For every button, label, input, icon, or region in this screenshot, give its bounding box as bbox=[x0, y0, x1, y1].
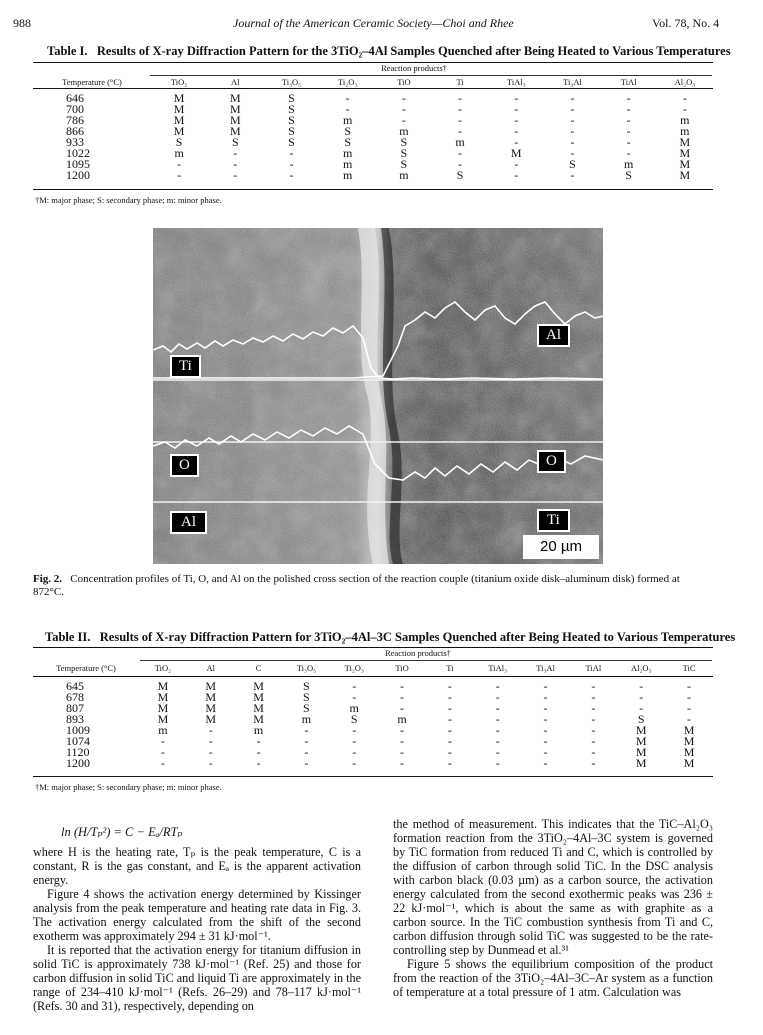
column-header: C bbox=[255, 663, 262, 673]
phase-cell: - bbox=[514, 124, 519, 138]
phase-cell: - bbox=[208, 734, 213, 748]
temperature-cell: 933 bbox=[66, 135, 84, 149]
phase-cell: - bbox=[447, 723, 452, 737]
phase-cell: - bbox=[400, 690, 405, 704]
phase-cell: M bbox=[157, 712, 169, 726]
phase-cell: - bbox=[570, 113, 575, 127]
table2-header-rule bbox=[33, 676, 713, 677]
column-header: TiO bbox=[395, 663, 409, 673]
temperature-cell: 786 bbox=[66, 113, 84, 127]
ti-label-left: Ti bbox=[170, 355, 201, 378]
phase-cell: - bbox=[447, 712, 452, 726]
phase-cell: - bbox=[626, 102, 631, 116]
phase-cell: - bbox=[639, 679, 644, 693]
table1-footnote: †M: major phase; S: secondary phase; m: minor phase. bbox=[35, 195, 222, 205]
column-header: TiC bbox=[682, 663, 696, 673]
phase-cell: - bbox=[458, 113, 463, 127]
phase-cell: - bbox=[345, 102, 350, 116]
phase-cell: - bbox=[401, 91, 406, 105]
phase-cell: - bbox=[233, 168, 238, 182]
phase-cell: M bbox=[173, 91, 185, 105]
column-header: Al bbox=[206, 663, 215, 673]
phase-cell: - bbox=[495, 745, 500, 759]
phase-cell: S bbox=[569, 157, 576, 171]
phase-cell: M bbox=[635, 756, 647, 770]
phase-cell: M bbox=[173, 102, 185, 116]
phase-cell: - bbox=[289, 168, 294, 182]
phase-cell: - bbox=[543, 690, 548, 704]
phase-cell: - bbox=[514, 135, 519, 149]
phase-cell: - bbox=[591, 734, 596, 748]
o-label-left: O bbox=[170, 454, 199, 477]
table-row bbox=[33, 681, 713, 692]
phase-cell: - bbox=[401, 102, 406, 116]
phase-cell: - bbox=[591, 756, 596, 770]
phase-cell: - bbox=[400, 745, 405, 759]
kissinger-equation: ln (H/Tₚ²) = C − Eₐ/RTₚ bbox=[61, 825, 183, 839]
phase-cell: - bbox=[304, 756, 309, 770]
temperature-cell: 1009 bbox=[66, 723, 90, 737]
table-row bbox=[33, 104, 713, 115]
phase-cell: - bbox=[495, 734, 500, 748]
phase-cell: - bbox=[447, 679, 452, 693]
phase-cell: - bbox=[495, 679, 500, 693]
micrograph-image bbox=[153, 228, 603, 564]
phase-cell: m bbox=[253, 723, 264, 737]
column-header: Ti₃O₅ bbox=[281, 77, 302, 87]
right-paragraph: Figure 5 shows the equilibrium composition of the product from the reaction of the 3TiO₂–4Al–3C–Ar system as a function of temperature at a total pressure of 1 atm. Calculation was bbox=[393, 957, 713, 999]
phase-cell: M bbox=[229, 91, 241, 105]
phase-cell: S bbox=[288, 113, 295, 127]
phase-cell: M bbox=[635, 745, 647, 759]
phase-cell: - bbox=[160, 745, 165, 759]
table2-bottom-rule bbox=[33, 776, 713, 777]
phase-cell: M bbox=[205, 712, 217, 726]
phase-cell: S bbox=[303, 701, 310, 715]
column-header: TiAl bbox=[620, 77, 637, 87]
column-header: Al₂O₃ bbox=[630, 663, 652, 673]
table-row bbox=[33, 93, 713, 104]
table1-top-rule bbox=[33, 62, 713, 63]
phase-cell: m bbox=[343, 157, 353, 171]
phase-cell: S bbox=[288, 135, 295, 149]
table-row bbox=[33, 126, 713, 137]
phase-cell: - bbox=[233, 157, 238, 171]
phase-cell: m bbox=[301, 712, 312, 726]
phase-cell: S bbox=[400, 157, 408, 171]
phase-cell: - bbox=[570, 146, 575, 160]
volume-issue: Vol. 78, No. 4 bbox=[652, 16, 720, 30]
phase-cell: - bbox=[304, 745, 309, 759]
phase-cell: m bbox=[455, 135, 465, 149]
phase-cell: - bbox=[160, 734, 165, 748]
column-header: Ti₂O₃ bbox=[338, 77, 358, 87]
ti-label-right: Ti bbox=[537, 509, 570, 532]
phase-cell: - bbox=[682, 91, 687, 105]
column-header: Ti₂O₃ bbox=[344, 663, 364, 673]
phase-cell: M bbox=[253, 690, 264, 704]
temperature-cell: 1022 bbox=[66, 146, 90, 160]
column-header: Ti bbox=[446, 663, 454, 673]
phase-cell: - bbox=[591, 679, 596, 693]
phase-cell: m bbox=[343, 168, 353, 182]
phase-cell: - bbox=[626, 91, 631, 105]
phase-cell: - bbox=[352, 690, 357, 704]
phase-cell: - bbox=[543, 723, 548, 737]
temperature-cell: 866 bbox=[66, 124, 84, 138]
table1-label: Table I. bbox=[47, 44, 88, 58]
phase-cell: M bbox=[205, 690, 217, 704]
temperature-cell: 646 bbox=[66, 91, 84, 105]
phase-cell: M bbox=[679, 135, 691, 149]
phase-cell: - bbox=[570, 135, 575, 149]
right-paragraph: the method of measurement. This indicates that the TiC–Al₂O₃ formation reaction from the 3TiO₂–4Al–3C system is governed by TiC formation from reduced Ti and C, which is controlled by the diffusion of carbon through solid TiC. In the DSC analysis with carbon black (0.03 µm) as a carbon source, the activation energy calculated from the second exothermic peaks was 236 ± 22 kJ·mol⁻¹, which is about the same as with graphite as a carbon source. In the TiC combustion synthesis from Ti and C, carbon diffusion through solid TiC was suggested to be the rate-controlling step by Dunmead et al.³¹ bbox=[393, 817, 713, 957]
phase-cell: S bbox=[288, 91, 295, 105]
running-head: Journal of the American Ceramic Society—Choi and Rhee bbox=[233, 16, 514, 30]
phase-cell: M bbox=[679, 168, 691, 182]
table-row bbox=[33, 115, 713, 126]
phase-cell: - bbox=[570, 168, 575, 182]
column-header: TiO₂ bbox=[154, 663, 172, 673]
table2-title-text: Results of X-ray Diffraction Pattern for 3TiO₂–4Al–3C Samples Quenched after Being Heated to Various Temperatures bbox=[99, 630, 736, 644]
table1-title-text: Results of X-ray Diffraction Pattern for the 3TiO₂–4Al Samples Quenched after Being Heated to Various Temperatures bbox=[96, 44, 731, 58]
temperature-cell: 700 bbox=[66, 102, 84, 116]
phase-cell: - bbox=[495, 712, 500, 726]
phase-cell: - bbox=[447, 734, 452, 748]
phase-cell: - bbox=[160, 756, 165, 770]
phase-cell: - bbox=[289, 157, 294, 171]
phase-cell: M bbox=[157, 690, 169, 704]
phase-cell: - bbox=[570, 91, 575, 105]
phase-cell: - bbox=[591, 701, 596, 715]
phase-cell: S bbox=[344, 135, 352, 149]
phase-cell: - bbox=[352, 723, 357, 737]
phase-cell: - bbox=[400, 756, 405, 770]
phase-cell: - bbox=[495, 690, 500, 704]
temperature-cell: 678 bbox=[66, 690, 84, 704]
phase-cell: - bbox=[304, 723, 309, 737]
temperature-cell: 1200 bbox=[66, 168, 90, 182]
column-header: Ti₃O₅ bbox=[296, 663, 317, 673]
table-row bbox=[33, 758, 713, 769]
table-row bbox=[33, 747, 713, 758]
phase-cell: - bbox=[304, 734, 309, 748]
figure2-caption-label: Fig. 2. bbox=[33, 573, 63, 585]
phase-cell: M bbox=[173, 124, 185, 138]
o-label-right: O bbox=[537, 450, 566, 473]
phase-cell: S bbox=[456, 168, 464, 182]
table-row bbox=[33, 703, 713, 714]
phase-cell: S bbox=[288, 102, 295, 116]
temperature-cell: 1074 bbox=[66, 734, 90, 748]
phase-cell: - bbox=[543, 734, 548, 748]
phase-cell: - bbox=[514, 91, 519, 105]
phase-cell: - bbox=[591, 745, 596, 759]
phase-cell: - bbox=[514, 113, 519, 127]
phase-cell: S bbox=[344, 124, 352, 138]
left-text-column bbox=[33, 845, 361, 1013]
phase-cell: M bbox=[635, 734, 647, 748]
table2-top-rule bbox=[33, 647, 713, 648]
phase-cell: M bbox=[635, 723, 647, 737]
phase-cell: - bbox=[626, 124, 631, 138]
table-row bbox=[33, 725, 713, 736]
phase-cell: - bbox=[177, 157, 182, 171]
page-number: 988 bbox=[13, 16, 31, 30]
phase-cell: m bbox=[349, 701, 359, 715]
phase-cell: - bbox=[514, 168, 519, 182]
phase-cell: - bbox=[682, 102, 687, 116]
phase-cell: - bbox=[400, 679, 405, 693]
phase-cell: - bbox=[401, 113, 406, 127]
phase-cell: m bbox=[343, 113, 353, 127]
column-header: Ti₃Al bbox=[536, 663, 555, 673]
phase-cell: - bbox=[352, 745, 357, 759]
phase-cell: - bbox=[256, 745, 261, 759]
phase-cell: - bbox=[514, 157, 519, 171]
phase-cell: - bbox=[543, 701, 548, 715]
phase-cell: - bbox=[687, 679, 692, 693]
phase-cell: S bbox=[400, 146, 408, 160]
phase-cell: M bbox=[683, 756, 695, 770]
column-header: TiO bbox=[397, 77, 411, 87]
column-header: Ti₃Al bbox=[563, 77, 582, 87]
table-row bbox=[33, 736, 713, 747]
temperature-cell: 807 bbox=[66, 701, 84, 715]
phase-cell: - bbox=[570, 102, 575, 116]
al-label-right: Al bbox=[537, 324, 570, 347]
table2-footnote: †M: major phase; S: secondary phase; m: minor phase. bbox=[35, 782, 222, 792]
phase-cell: - bbox=[352, 734, 357, 748]
left-paragraph: Figure 4 shows the activation energy determined by Kissinger analysis from the peak temperature and heating rate data in Fig. 3. The activation energy calculated from the shift of the second exotherm was approximately 294 ± 31 kJ·mol⁻¹. bbox=[33, 887, 361, 943]
phase-cell: M bbox=[229, 124, 241, 138]
table2-body bbox=[33, 681, 713, 769]
scale-bar: 20 µm bbox=[523, 535, 599, 559]
phase-cell: M bbox=[253, 712, 264, 726]
figure2-caption bbox=[33, 573, 713, 599]
phase-cell: - bbox=[400, 701, 405, 715]
phase-cell: - bbox=[345, 91, 350, 105]
phase-cell: - bbox=[289, 146, 294, 160]
phase-cell: S bbox=[637, 712, 645, 726]
column-header: TiAl₃ bbox=[488, 663, 508, 673]
phase-cell: M bbox=[173, 113, 185, 127]
phase-cell: M bbox=[205, 679, 217, 693]
phase-cell: - bbox=[177, 168, 182, 182]
phase-cell: - bbox=[256, 734, 261, 748]
column-header: Al bbox=[231, 77, 240, 87]
phase-cell: m bbox=[343, 146, 353, 160]
phase-cell: m bbox=[158, 723, 168, 737]
phase-cell: - bbox=[400, 734, 405, 748]
phase-cell: M bbox=[683, 734, 695, 748]
phase-cell: - bbox=[626, 113, 631, 127]
phase-cell: M bbox=[683, 745, 695, 759]
right-text-column bbox=[393, 817, 713, 999]
phase-cell: - bbox=[400, 723, 405, 737]
table1-header-rule bbox=[33, 88, 713, 89]
phase-cell: - bbox=[208, 756, 213, 770]
phase-cell: S bbox=[231, 135, 239, 149]
phase-cell: - bbox=[208, 745, 213, 759]
phase-cell: M bbox=[157, 679, 169, 693]
phase-cell: m bbox=[680, 113, 690, 127]
phase-cell: S bbox=[400, 135, 408, 149]
phase-cell: - bbox=[447, 690, 452, 704]
phase-cell: - bbox=[543, 756, 548, 770]
phase-cell: M bbox=[157, 701, 169, 715]
phase-cell: M bbox=[253, 679, 264, 693]
table2-title bbox=[45, 630, 735, 645]
temperature-cell: 1095 bbox=[66, 157, 90, 171]
column-header: Temperature (°C) bbox=[62, 77, 122, 87]
column-header: Temperature (°C) bbox=[56, 663, 116, 673]
phase-cell: m bbox=[680, 124, 690, 138]
table-row bbox=[33, 159, 713, 170]
phase-cell: S bbox=[288, 124, 295, 138]
phase-cell: - bbox=[591, 690, 596, 704]
table-row bbox=[33, 170, 713, 181]
temperature-cell: 1200 bbox=[66, 756, 90, 770]
phase-cell: - bbox=[626, 135, 631, 149]
phase-cell: m bbox=[397, 712, 407, 726]
phase-cell: S bbox=[303, 679, 310, 693]
table2-label: Table II. bbox=[45, 630, 91, 644]
phase-cell: M bbox=[229, 102, 241, 116]
table1-group-header: Reaction products† bbox=[381, 63, 447, 73]
column-header: Ti bbox=[456, 77, 464, 87]
phase-cell: - bbox=[352, 756, 357, 770]
figure2-caption-text: Concentration profiles of Ti, O, and Al on the polished cross section of the reaction couple (titanium oxide disk–aluminum disk) formed at 872°C. bbox=[33, 573, 680, 598]
phase-cell: M bbox=[679, 157, 691, 171]
column-header: TiAl bbox=[585, 663, 602, 673]
phase-cell: - bbox=[591, 723, 596, 737]
table1-group-rule bbox=[150, 75, 712, 76]
phase-cell: - bbox=[687, 690, 692, 704]
phase-cell: M bbox=[510, 146, 522, 160]
phase-cell: - bbox=[458, 157, 463, 171]
phase-cell: - bbox=[514, 102, 519, 116]
phase-cell: - bbox=[543, 745, 548, 759]
phase-cell: - bbox=[208, 723, 213, 737]
phase-cell: m bbox=[174, 146, 184, 160]
phase-cell: S bbox=[175, 135, 183, 149]
phase-cell: m bbox=[399, 168, 409, 182]
phase-cell: - bbox=[543, 679, 548, 693]
phase-cell: - bbox=[626, 146, 631, 160]
phase-cell: - bbox=[458, 102, 463, 116]
column-header: TiAl₃ bbox=[506, 77, 526, 87]
table-row bbox=[33, 148, 713, 159]
phase-cell: - bbox=[591, 712, 596, 726]
table1-bottom-rule bbox=[33, 189, 713, 190]
phase-cell: M bbox=[683, 723, 695, 737]
column-header: Al₂O₃ bbox=[674, 77, 696, 87]
phase-cell: m bbox=[399, 124, 409, 138]
phase-cell: - bbox=[543, 712, 548, 726]
phase-cell: - bbox=[687, 712, 692, 726]
phase-cell: - bbox=[639, 690, 644, 704]
table-row bbox=[33, 692, 713, 703]
phase-cell: S bbox=[625, 168, 632, 182]
al-label-left: Al bbox=[170, 511, 207, 534]
phase-cell: m bbox=[623, 157, 634, 171]
phase-cell: M bbox=[679, 146, 691, 160]
phase-cell: - bbox=[570, 124, 575, 138]
phase-cell: - bbox=[447, 745, 452, 759]
temperature-cell: 645 bbox=[66, 679, 84, 693]
table-row bbox=[33, 714, 713, 725]
left-paragraph: It is reported that the activation energy for titanium diffusion in solid TiC is approximately 738 kJ·mol⁻¹ (Ref. 25) and those for carbon diffusion in solid TiC and liquid Ti are approximately in the range of 234–410 kJ·mol⁻¹ (Refs. 26–29) and 78–117 kJ·mol⁻¹ (Refs. 30 and 31), respectively, depending on bbox=[33, 943, 361, 1013]
phase-cell: - bbox=[495, 723, 500, 737]
left-paragraph: where H is the heating rate, Tₚ is the peak temperature, C is a constant, R is the gas constant, and Eₐ is the apparent activation energy. bbox=[33, 845, 361, 887]
phase-cell: M bbox=[253, 701, 264, 715]
table-row bbox=[33, 137, 713, 148]
phase-cell: - bbox=[458, 91, 463, 105]
phase-cell: - bbox=[495, 756, 500, 770]
phase-cell: - bbox=[447, 701, 452, 715]
phase-cell: - bbox=[458, 124, 463, 138]
temperature-cell: 893 bbox=[66, 712, 84, 726]
phase-cell: M bbox=[205, 701, 217, 715]
phase-cell: - bbox=[495, 701, 500, 715]
temperature-cell: 1120 bbox=[66, 745, 90, 759]
phase-cell: - bbox=[352, 679, 357, 693]
table1-body bbox=[33, 93, 713, 181]
phase-cell: M bbox=[229, 113, 241, 127]
phase-cell: - bbox=[687, 701, 692, 715]
phase-cell: - bbox=[458, 146, 463, 160]
table1-title bbox=[47, 44, 731, 59]
phase-cell: - bbox=[233, 146, 238, 160]
table2-group-header: Reaction products† bbox=[385, 648, 451, 658]
phase-cell: S bbox=[350, 712, 358, 726]
phase-cell: - bbox=[639, 701, 644, 715]
table2-group-rule bbox=[140, 660, 712, 661]
phase-cell: S bbox=[303, 690, 310, 704]
phase-cell: - bbox=[447, 756, 452, 770]
phase-cell: - bbox=[256, 756, 261, 770]
column-header: TiO₂ bbox=[170, 77, 188, 87]
